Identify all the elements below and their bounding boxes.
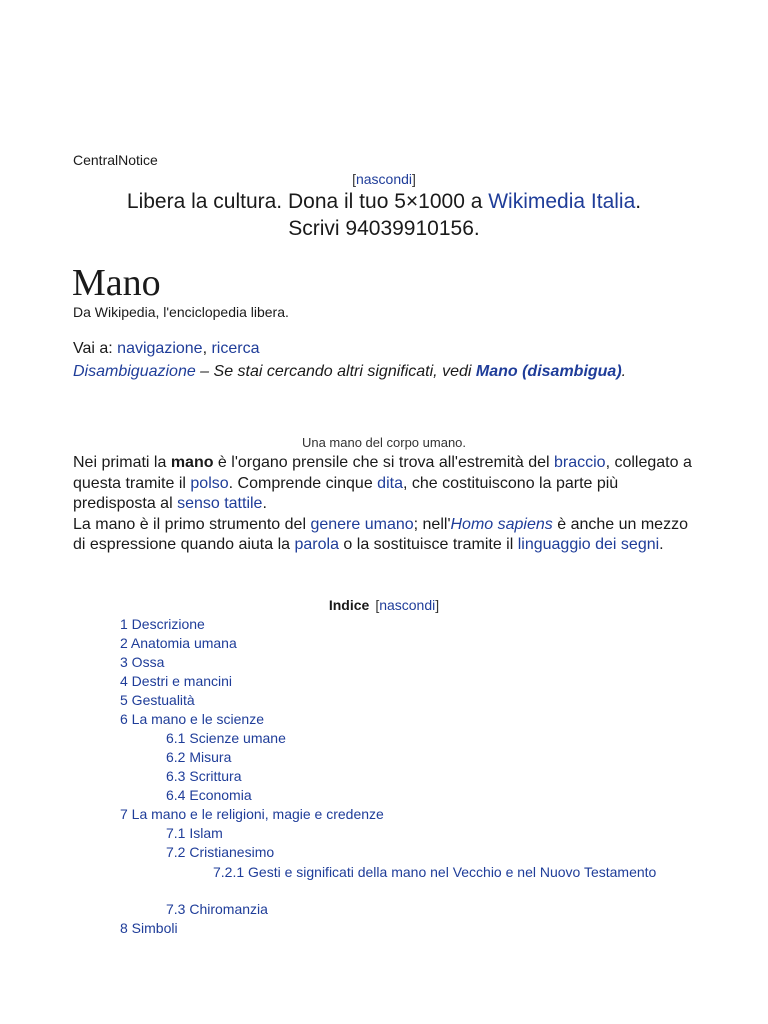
toc-link[interactable]: 6.1 Scienze umane	[166, 730, 286, 746]
link-polso[interactable]: polso	[190, 474, 229, 492]
link-genere-umano[interactable]: genere umano	[310, 515, 414, 533]
toc-link[interactable]: 7.2 Cristianesimo	[166, 844, 275, 860]
toc-item	[120, 806, 384, 822]
banner-text: Libera la cultura. Dona il tuo 5×1000 a	[126, 190, 489, 213]
intro-paragraph-1	[73, 453, 703, 515]
toc-item	[120, 635, 237, 651]
disambiguation-link[interactable]: Disambiguazione	[73, 363, 196, 380]
toc-item	[120, 654, 164, 670]
intro-text: ; nell'	[413, 515, 451, 533]
central-notice-label: CentralNotice	[73, 152, 158, 168]
toc-link[interactable]: 7.3 Chiromanzia	[166, 901, 268, 917]
toc-item	[166, 749, 231, 765]
toc-link[interactable]: 7.1 Islam	[166, 825, 223, 841]
intro-text: , collegato a questa tramite il	[73, 454, 692, 492]
disambiguation-text: – Se stai cercando altri significati, vedi	[195, 363, 476, 380]
toc-item	[213, 863, 663, 882]
intro-text: è anche un mezzo di espressione quando aiuta la	[73, 515, 688, 553]
toc-link[interactable]: 5 Gestualità	[120, 692, 195, 708]
toc-item	[166, 844, 274, 860]
link-braccio[interactable]: braccio	[553, 454, 606, 471]
page-title: Mano	[72, 262, 161, 304]
toc-link[interactable]: 6.2 Misura	[166, 749, 232, 765]
intro-text: La mano è il primo strumento del	[73, 515, 311, 533]
toc-link[interactable]: 7.2.1 Gesti e significati della mano nel Vecchio e nel Nuovo Testamento	[213, 864, 657, 880]
wikimedia-italia-link[interactable]: Wikimedia Italia	[488, 190, 636, 213]
bracket-open: [	[352, 171, 356, 187]
banner-line-2: Scrivi 94039910156.	[288, 217, 480, 240]
intro-text: o la sostituisce tramite il	[338, 536, 518, 553]
disambiguation-note	[73, 361, 633, 382]
toc-link[interactable]: 4 Destri e mancini	[120, 673, 233, 689]
toc-item	[166, 901, 268, 917]
toc-item	[166, 730, 286, 746]
intro-text: .	[262, 495, 267, 512]
link-parola[interactable]: parola	[294, 536, 339, 553]
toc-item	[166, 787, 252, 803]
toc-link[interactable]: 1 Descrizione	[120, 616, 205, 632]
intro-text: , che costituiscono la parte più predisposta al	[73, 474, 619, 512]
intro-text: Nei primati la	[73, 454, 171, 471]
jump-search-link[interactable]: ricerca	[211, 340, 260, 357]
disambiguation-target: Mano (disambigua)	[475, 363, 622, 380]
toc-item	[120, 692, 195, 708]
image-caption: Una mano del corpo umano.	[301, 435, 467, 450]
toc-hide-link[interactable]: nascondi	[379, 597, 436, 613]
central-notice-hide	[0, 171, 768, 187]
toc-link[interactable]: 6 La mano e le scienze	[120, 711, 264, 727]
intro-bold-term: mano	[170, 454, 214, 471]
banner-text-end: .	[635, 190, 642, 213]
banner-line-1	[0, 190, 768, 214]
disambiguation-end: .	[621, 363, 627, 380]
link-homo-sapiens[interactable]: Homo sapiens	[450, 515, 553, 533]
article-intro	[73, 453, 703, 556]
toc-item	[120, 673, 232, 689]
toc-link[interactable]: 7 La mano e le religioni, magie e credenze	[120, 806, 384, 822]
link-senso-tattile[interactable]: senso tattile	[177, 495, 263, 512]
link-dita[interactable]: dita	[377, 474, 403, 492]
toc-item	[120, 616, 205, 632]
toc-item	[120, 711, 264, 727]
jump-prefix: Vai a:	[73, 340, 118, 357]
intro-text: . Comprende cinque	[228, 474, 378, 492]
toc-link[interactable]: 6.4 Economia	[166, 787, 252, 803]
intro-text: è l'organo prensile che si trova all'estremità del	[213, 454, 554, 471]
toc-item	[166, 825, 223, 841]
toc-title: Indice	[328, 597, 370, 613]
toc-header	[0, 597, 768, 613]
toc-item	[120, 920, 178, 936]
jump-separator: ,	[202, 340, 212, 357]
disambiguation-target-link[interactable]	[476, 363, 622, 380]
bracket-close: ]	[412, 171, 416, 187]
bracket-open: [	[375, 597, 380, 613]
central-notice-hide-link[interactable]: nascondi	[355, 171, 413, 187]
bracket-close: ]	[435, 597, 440, 613]
toc-link[interactable]: 3 Ossa	[120, 654, 165, 670]
site-tagline: Da Wikipedia, l'enciclopedia libera.	[73, 304, 289, 320]
link-linguaggio-dei-segni[interactable]: linguaggio dei segni	[517, 536, 660, 553]
intro-text: .	[659, 536, 664, 553]
intro-paragraph-2	[73, 515, 703, 556]
toc-item	[166, 768, 241, 784]
toc-link[interactable]: 8 Simboli	[120, 920, 178, 936]
toc-link[interactable]: 2 Anatomia umana	[120, 635, 237, 651]
jump-links	[73, 340, 259, 358]
jump-navigation-link[interactable]: navigazione	[117, 340, 203, 357]
toc-link[interactable]: 6.3 Scrittura	[166, 768, 242, 784]
